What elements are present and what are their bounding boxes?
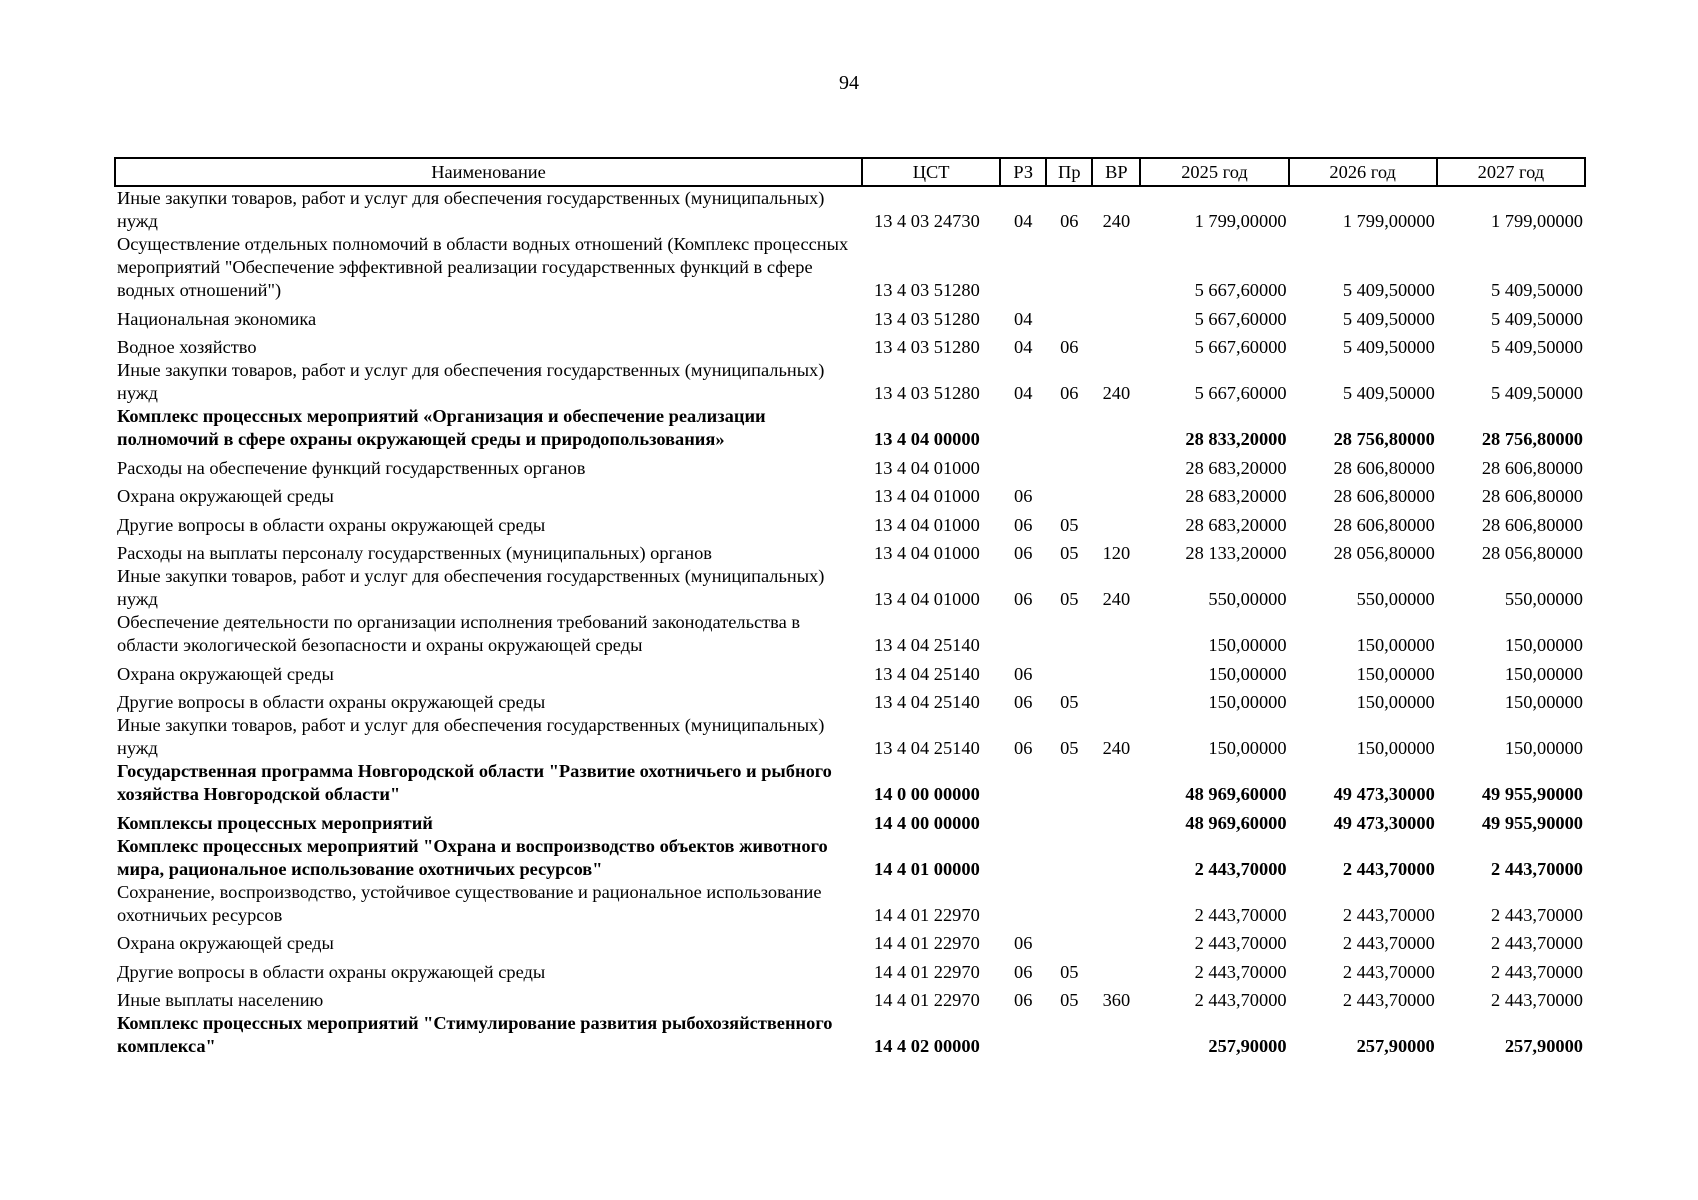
- cell-cst: 13 4 04 01000: [874, 486, 980, 506]
- cell-name: Иные закупки товаров, работ и услуг для обеспечения государственных (муниципальных) нужд: [117, 715, 825, 758]
- cell-y2025: 5 667,60000: [1194, 280, 1287, 300]
- page-number: 94: [839, 72, 859, 94]
- cell-rz: 06: [1014, 663, 1033, 684]
- cell-cst: 14 4 02 00000: [874, 1036, 980, 1056]
- cell-name: Водное хозяйство: [117, 337, 257, 357]
- cell-y2026: 1 799,00000: [1342, 211, 1435, 231]
- table-row: [115, 955, 1585, 984]
- table-row: [115, 186, 1585, 233]
- table-row: [115, 1012, 1585, 1058]
- cell-rz: 06: [1014, 990, 1033, 1010]
- cell-y2026: 28 056,80000: [1333, 543, 1435, 563]
- cell-rz: 06: [1014, 933, 1033, 953]
- table-row: [115, 881, 1585, 927]
- cell-cst: 14 4 01 00000: [874, 858, 980, 879]
- cell-pr: [1046, 233, 1092, 302]
- cell-pr: [1046, 657, 1092, 686]
- cell-y2027: 150,00000: [1504, 738, 1583, 758]
- cell-pr: [1046, 480, 1092, 509]
- cell-vr: [1092, 686, 1140, 715]
- cell-rz: [1000, 405, 1046, 451]
- table-row: [115, 233, 1585, 302]
- cell-pr: [1046, 806, 1092, 835]
- cell-name: Обеспечение деятельности по организации исполнения требований законодательства в области экологической безопасности и охраны окружающей среды: [117, 612, 801, 655]
- cell-y2027: 1 799,00000: [1491, 211, 1583, 231]
- cell-y2026: 550,00000: [1356, 589, 1435, 609]
- table-header: [115, 158, 1585, 186]
- cell-y2027: 2 443,70000: [1491, 961, 1583, 982]
- table-row: [115, 657, 1585, 686]
- cell-y2026: 5 409,50000: [1342, 337, 1435, 357]
- cell-cst: 13 4 04 25140: [874, 635, 980, 655]
- budget-table: [114, 157, 1586, 1058]
- cell-vr: [1092, 835, 1140, 881]
- table-row: [115, 331, 1585, 360]
- table-row: [115, 537, 1585, 566]
- cell-rz: 04: [1014, 211, 1033, 231]
- cell-vr: [1092, 331, 1140, 360]
- cell-pr: [1046, 927, 1092, 956]
- cell-y2025: 28 683,20000: [1185, 457, 1287, 478]
- cell-y2025: 150,00000: [1208, 692, 1287, 712]
- cell-pr: [1046, 835, 1092, 881]
- cell-rz: 06: [1014, 514, 1033, 535]
- cell-vr: [1092, 657, 1140, 686]
- header-pr: Пр: [1046, 158, 1092, 186]
- cell-pr: 06: [1060, 211, 1079, 231]
- cell-cst: 13 4 04 25140: [874, 738, 980, 758]
- cell-y2025: 150,00000: [1208, 663, 1287, 684]
- cell-name: Охрана окружающей среды: [117, 663, 334, 684]
- header-vr: ВР: [1092, 158, 1140, 186]
- cell-cst: 13 4 03 51280: [874, 337, 980, 357]
- cell-pr: 06: [1060, 337, 1079, 357]
- cell-rz: 04: [1014, 337, 1033, 357]
- cell-y2026: 5 409,50000: [1342, 280, 1435, 300]
- cell-y2025: 257,90000: [1208, 1036, 1287, 1056]
- cell-vr: [1092, 405, 1140, 451]
- table-row: [115, 760, 1585, 806]
- cell-y2026: 2 443,70000: [1342, 961, 1435, 982]
- cell-pr: 05: [1060, 589, 1079, 609]
- cell-vr: 240: [1102, 738, 1131, 758]
- cell-y2027: 28 056,80000: [1481, 543, 1583, 563]
- table-row: [115, 714, 1585, 760]
- cell-pr: [1046, 1012, 1092, 1058]
- cell-rz: 06: [1014, 692, 1033, 712]
- cell-y2027: 2 443,70000: [1491, 858, 1583, 879]
- cell-cst: 13 4 04 25140: [874, 692, 980, 712]
- cell-rz: [1000, 233, 1046, 302]
- cell-y2025: 2 443,70000: [1194, 858, 1287, 879]
- cell-y2027: 2 443,70000: [1491, 933, 1583, 953]
- cell-y2026: 5 409,50000: [1342, 308, 1435, 329]
- cell-y2025: 28 133,20000: [1185, 543, 1287, 563]
- cell-vr: [1092, 451, 1140, 480]
- cell-rz: 06: [1014, 543, 1033, 563]
- cell-name: Иные закупки товаров, работ и услуг для обеспечения государственных (муниципальных) нужд: [117, 360, 825, 403]
- cell-cst: 14 0 00 00000: [874, 784, 980, 804]
- cell-vr: [1092, 1012, 1140, 1058]
- table-row: [115, 927, 1585, 956]
- cell-y2027: 28 606,80000: [1481, 486, 1583, 506]
- cell-vr: [1092, 611, 1140, 657]
- cell-rz: 06: [1014, 486, 1033, 506]
- cell-cst: 13 4 03 24730: [874, 211, 980, 231]
- cell-y2025: 2 443,70000: [1194, 933, 1287, 953]
- cell-y2026: 2 443,70000: [1342, 904, 1435, 925]
- table-row: [115, 480, 1585, 509]
- cell-rz: 04: [1014, 383, 1033, 403]
- cell-y2025: 2 443,70000: [1194, 961, 1287, 982]
- cell-y2027: 28 606,80000: [1481, 514, 1583, 535]
- cell-y2025: 5 667,60000: [1194, 383, 1287, 403]
- cell-cst: 14 4 01 22970: [874, 961, 980, 982]
- cell-pr: 05: [1060, 692, 1079, 712]
- cell-y2027: 150,00000: [1504, 692, 1583, 712]
- cell-rz: 06: [1014, 738, 1033, 758]
- cell-rz: 06: [1014, 961, 1033, 982]
- cell-cst: 13 4 04 01000: [874, 589, 980, 609]
- cell-pr: [1046, 451, 1092, 480]
- header-rz: РЗ: [1000, 158, 1046, 186]
- cell-y2025: 28 683,20000: [1185, 514, 1287, 535]
- cell-vr: 240: [1102, 383, 1131, 403]
- cell-vr: [1092, 927, 1140, 956]
- cell-name: Комплекс процессных мероприятий «Организация и обеспечение реализации полномочий в сфере охраны окружающей среды и природопользования»: [117, 406, 766, 449]
- header-2026: 2026 год: [1289, 158, 1437, 186]
- cell-y2026: 28 606,80000: [1333, 457, 1435, 478]
- cell-name: Сохранение, воспроизводство, устойчивое существование и рациональное использование охотничьих ресурсов: [117, 881, 822, 925]
- cell-name: Иные выплаты населению: [117, 990, 324, 1010]
- cell-y2026: 28 756,80000: [1333, 429, 1435, 449]
- cell-name: Комплексы процессных мероприятий: [117, 812, 433, 833]
- cell-y2027: 5 409,50000: [1491, 308, 1583, 329]
- cell-cst: 13 4 03 51280: [874, 383, 980, 403]
- cell-name: Охрана окружающей среды: [117, 486, 334, 506]
- cell-y2025: 48 969,60000: [1185, 784, 1287, 804]
- cell-y2027: 5 409,50000: [1491, 383, 1583, 403]
- cell-y2027: 2 443,70000: [1491, 904, 1583, 925]
- cell-vr: [1092, 233, 1140, 302]
- cell-y2025: 150,00000: [1208, 738, 1287, 758]
- cell-y2027: 28 606,80000: [1481, 457, 1583, 478]
- cell-name: Другие вопросы в области охраны окружающей среды: [117, 961, 546, 982]
- cell-cst: 13 4 03 51280: [874, 280, 980, 300]
- cell-y2026: 28 606,80000: [1333, 514, 1435, 535]
- cell-name: Осуществление отдельных полномочий в области водных отношений (Комплекс процессных мероприятий "Обеспечение эффективной реализации государственных функций в сфере водных отношений"): [117, 234, 849, 300]
- cell-cst: 13 4 04 25140: [874, 663, 980, 684]
- cell-name: Иные закупки товаров, работ и услуг для обеспечения государственных (муниципальных) нужд: [117, 566, 825, 609]
- table-row: [115, 835, 1585, 881]
- cell-y2027: 550,00000: [1504, 589, 1583, 609]
- cell-vr: [1092, 955, 1140, 984]
- cell-vr: [1092, 508, 1140, 537]
- cell-y2027: 5 409,50000: [1491, 280, 1583, 300]
- cell-rz: [1000, 760, 1046, 806]
- table-row: [115, 302, 1585, 331]
- cell-y2025: 1 799,00000: [1194, 211, 1287, 231]
- cell-vr: [1092, 302, 1140, 331]
- header-name: Наименование: [115, 158, 862, 186]
- cell-rz: 04: [1014, 308, 1033, 329]
- cell-cst: 14 4 01 22970: [874, 904, 980, 925]
- cell-y2025: 48 969,60000: [1185, 812, 1287, 833]
- cell-y2026: 49 473,30000: [1333, 784, 1435, 804]
- header-2025: 2025 год: [1140, 158, 1288, 186]
- cell-cst: 13 4 04 01000: [874, 457, 980, 478]
- table-row: [115, 508, 1585, 537]
- cell-name: Государственная программа Новгородской области "Развитие охотничьего и рыбного хозяйства Новгородской области": [117, 761, 832, 804]
- cell-pr: [1046, 302, 1092, 331]
- cell-y2027: 28 756,80000: [1481, 429, 1583, 449]
- cell-y2027: 150,00000: [1504, 635, 1583, 655]
- cell-pr: 05: [1060, 990, 1079, 1010]
- cell-y2025: 28 833,20000: [1185, 429, 1287, 449]
- cell-y2026: 150,00000: [1356, 738, 1435, 758]
- cell-cst: 13 4 04 01000: [874, 514, 980, 535]
- cell-y2026: 150,00000: [1356, 635, 1435, 655]
- cell-cst: 13 4 04 00000: [874, 429, 980, 449]
- table-body: [115, 186, 1585, 1058]
- cell-vr: 240: [1102, 211, 1131, 231]
- cell-y2027: 257,90000: [1504, 1036, 1583, 1056]
- table-row: [115, 565, 1585, 611]
- cell-name: Комплекс процессных мероприятий "Стимулирование развития рыбохозяйственного комплекса": [117, 1013, 833, 1056]
- cell-rz: [1000, 835, 1046, 881]
- cell-name: Комплекс процессных мероприятий "Охрана и воспроизводство объектов животного мира, рациональное использование охотничьих ресурсов": [117, 835, 828, 879]
- cell-vr: 360: [1102, 990, 1131, 1010]
- cell-y2027: 49 955,90000: [1481, 784, 1583, 804]
- cell-y2026: 150,00000: [1356, 663, 1435, 684]
- cell-rz: [1000, 806, 1046, 835]
- cell-vr: 120: [1102, 543, 1131, 563]
- header-2027: 2027 год: [1437, 158, 1585, 186]
- header-cst: ЦСТ: [862, 158, 1000, 186]
- cell-name: Расходы на обеспечение функций государственных органов: [117, 457, 586, 478]
- cell-y2025: 5 667,60000: [1194, 337, 1287, 357]
- cell-y2027: 5 409,50000: [1491, 337, 1583, 357]
- cell-y2027: 49 955,90000: [1481, 812, 1583, 833]
- cell-y2025: 2 443,70000: [1194, 904, 1287, 925]
- table-row: [115, 984, 1585, 1013]
- cell-y2026: 2 443,70000: [1342, 858, 1435, 879]
- cell-name: Другие вопросы в области охраны окружающей среды: [117, 514, 546, 535]
- cell-name: Расходы на выплаты персоналу государственных (муниципальных) органов: [117, 543, 712, 563]
- cell-pr: [1046, 405, 1092, 451]
- cell-cst: 14 4 00 00000: [874, 812, 980, 833]
- cell-y2025: 5 667,60000: [1194, 308, 1287, 329]
- cell-y2025: 28 683,20000: [1185, 486, 1287, 506]
- cell-y2025: 2 443,70000: [1194, 990, 1287, 1010]
- cell-rz: [1000, 611, 1046, 657]
- table-row: [115, 451, 1585, 480]
- table-row: [115, 806, 1585, 835]
- cell-y2026: 150,00000: [1356, 692, 1435, 712]
- cell-name: Охрана окружающей среды: [117, 933, 334, 953]
- cell-pr: 05: [1060, 543, 1079, 563]
- cell-y2026: 49 473,30000: [1333, 812, 1435, 833]
- cell-cst: 14 4 01 22970: [874, 990, 980, 1010]
- cell-vr: 240: [1102, 589, 1131, 609]
- cell-cst: 14 4 01 22970: [874, 933, 980, 953]
- cell-rz: 06: [1014, 589, 1033, 609]
- cell-pr: [1046, 881, 1092, 927]
- cell-name: Другие вопросы в области охраны окружающей среды: [117, 692, 546, 712]
- cell-rz: [1000, 451, 1046, 480]
- cell-y2025: 150,00000: [1208, 635, 1287, 655]
- cell-vr: [1092, 480, 1140, 509]
- cell-cst: 13 4 03 51280: [874, 308, 980, 329]
- cell-y2026: 2 443,70000: [1342, 990, 1435, 1010]
- table-row: [115, 359, 1585, 405]
- cell-vr: [1092, 760, 1140, 806]
- cell-y2026: 2 443,70000: [1342, 933, 1435, 953]
- cell-y2027: 2 443,70000: [1491, 990, 1583, 1010]
- table-row: [115, 405, 1585, 451]
- cell-name: Иные закупки товаров, работ и услуг для обеспечения государственных (муниципальных) нужд: [117, 188, 825, 231]
- cell-name: Национальная экономика: [117, 308, 317, 329]
- cell-y2026: 5 409,50000: [1342, 383, 1435, 403]
- cell-y2027: 150,00000: [1504, 663, 1583, 684]
- table-row: [115, 611, 1585, 657]
- cell-vr: [1092, 881, 1140, 927]
- cell-pr: 06: [1060, 383, 1079, 403]
- cell-rz: [1000, 1012, 1046, 1058]
- cell-pr: 05: [1060, 961, 1079, 982]
- header-row: [115, 158, 1585, 186]
- cell-pr: 05: [1060, 514, 1079, 535]
- table-row: [115, 686, 1585, 715]
- cell-vr: [1092, 806, 1140, 835]
- cell-y2026: 28 606,80000: [1333, 486, 1435, 506]
- cell-rz: [1000, 881, 1046, 927]
- cell-y2025: 550,00000: [1208, 589, 1287, 609]
- cell-pr: [1046, 760, 1092, 806]
- cell-pr: 05: [1060, 738, 1079, 758]
- cell-cst: 13 4 04 01000: [874, 543, 980, 563]
- cell-pr: [1046, 611, 1092, 657]
- cell-y2026: 257,90000: [1356, 1036, 1435, 1056]
